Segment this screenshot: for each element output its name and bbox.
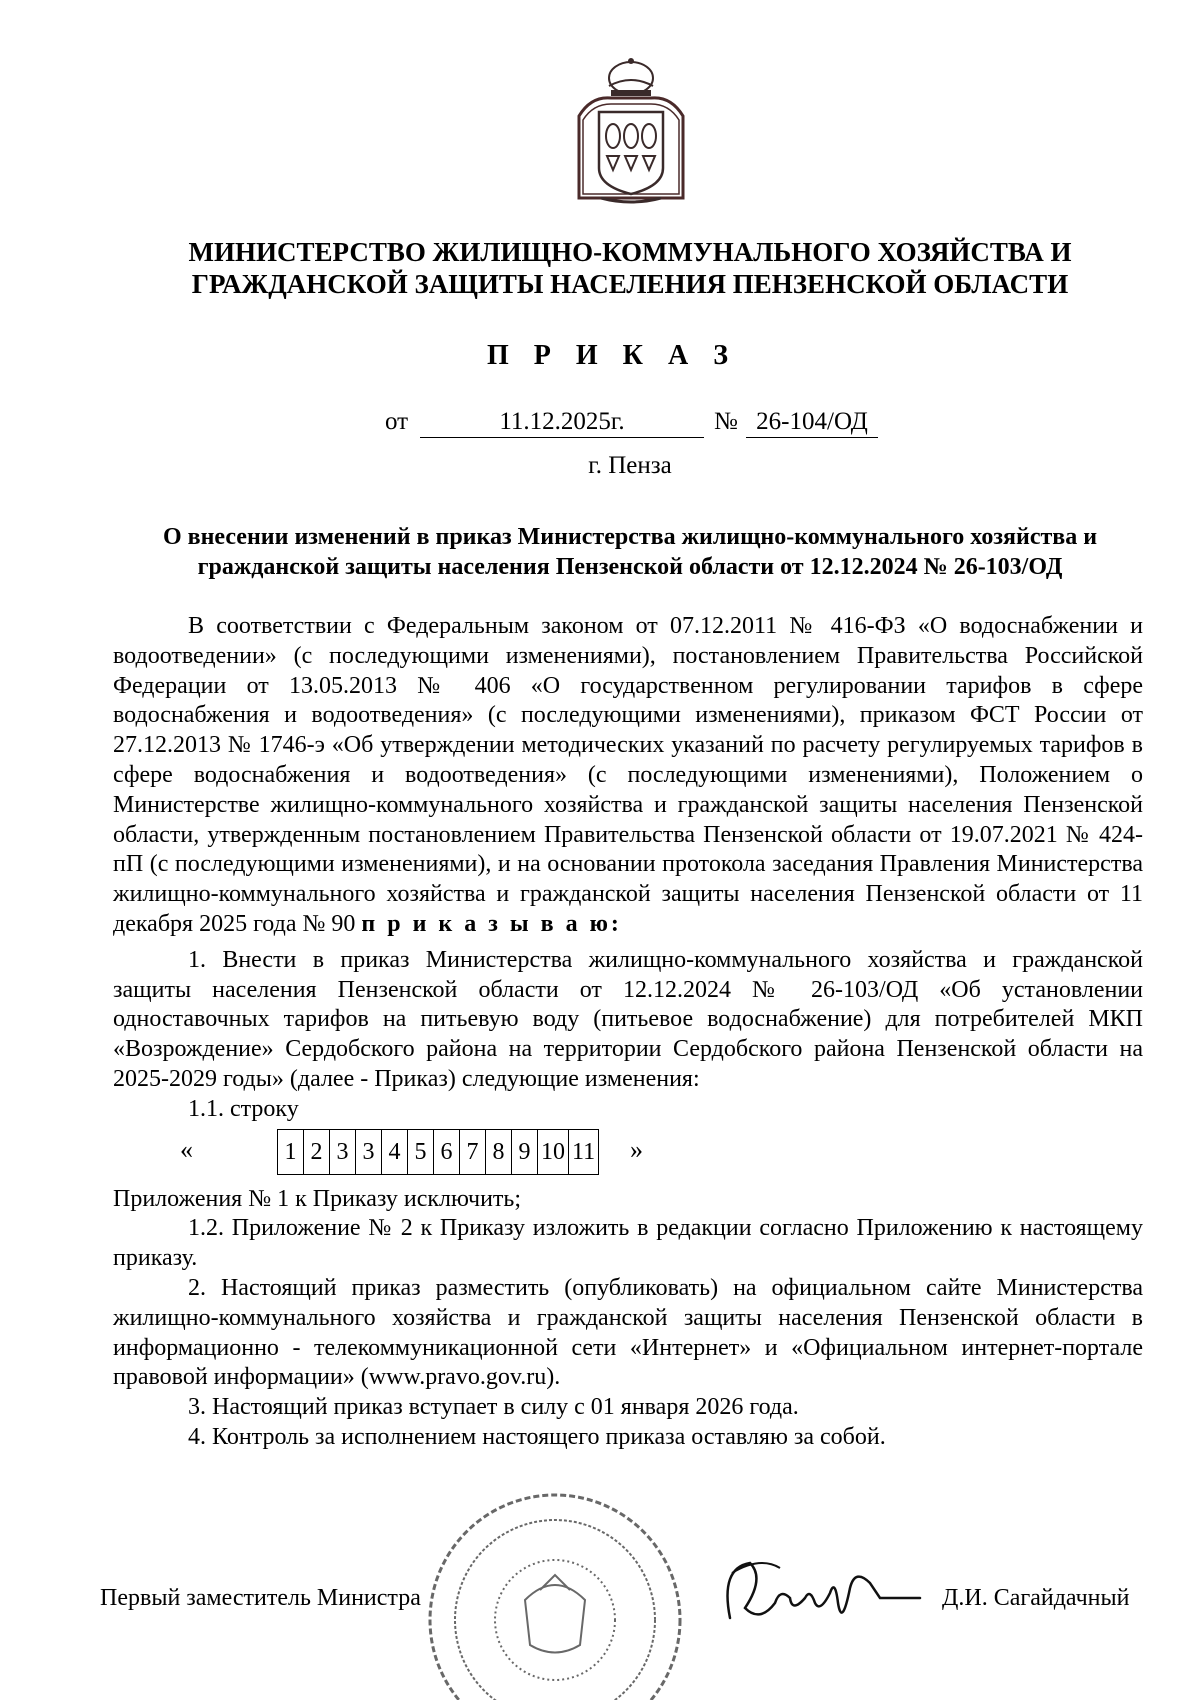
- item-1-1-tail: Приложения № 1 к Приказу исключить;: [113, 1185, 522, 1212]
- signer-position: Первый заместитель Министра: [100, 1585, 421, 1611]
- column-number-cell: 1: [278, 1130, 304, 1174]
- item-1: 1. Внести в приказ Министерства жилищно-коммунального хозяйства и гражданской защиты населения Пензенской области от 12.12.2024 № 26-103/ОД «Об установлении одноставочных тарифов на питьевую воду (питьевое водоснабжение) для потребителей МКП «Возрождение» Сердобского района на территории Сердобского района Пензенской области на 2025-2029 годы» (далее - Приказ) следующие изменения:: [113, 946, 1143, 1092]
- column-number-cell: 3: [330, 1130, 356, 1174]
- item-3: 3. Настоящий приказ вступает в силу с 01 января 2026 года.: [188, 1394, 799, 1421]
- item-2: 2. Настоящий приказ разместить (опубликовать) на официальном сайте Министерства жилищно-коммунального хозяйства и гражданской защиты населения Пензенской области в информационно - телекоммуникационной сети «Интернет» и «Официальном интернет-портале правовой информации» (www.pravo.gov.ru).: [113, 1274, 1143, 1391]
- item-1-2: 1.2. Приложение № 2 к Приказу изложить в редакции согласно Приложению к настоящему приказу.: [113, 1215, 1143, 1272]
- handwritten-signature: [720, 1548, 930, 1638]
- city: г. Пенза: [588, 452, 672, 479]
- quote-open: «: [180, 1134, 193, 1164]
- item-4: 4. Контроль за исполнением настоящего приказа оставляю за собой.: [188, 1423, 886, 1450]
- order-number: 26-104/ОД: [746, 408, 878, 438]
- date-prefix: от: [385, 408, 409, 435]
- column-number-cell: 9: [512, 1130, 538, 1174]
- order-body: [113, 612, 1143, 1453]
- table-row-strip: [113, 1129, 1143, 1179]
- column-number-cell: 7: [460, 1130, 486, 1174]
- signer-name: Д.И. Сагайдачный: [942, 1585, 1130, 1611]
- preamble-paragraph: [113, 612, 1143, 940]
- number-sign: №: [714, 408, 738, 435]
- column-number-cell: 10: [538, 1130, 569, 1174]
- ministry-name: [100, 236, 1160, 300]
- order-subject: [110, 522, 1150, 582]
- order-word: п р и к а з ы в а ю:: [361, 910, 622, 937]
- column-number-cell: 5: [408, 1130, 434, 1174]
- item-1-1: 1.1. строку: [188, 1095, 299, 1122]
- ministry-line-1: МИНИСТЕРСТВО ЖИЛИЩНО-КОММУНАЛЬНОГО ХОЗЯЙСТВА И: [188, 237, 1072, 267]
- subject-line-2: гражданской защиты населения Пензенской области от 12.12.2024 № 26-103/ОД: [197, 554, 1063, 580]
- ministry-line-2: ГРАЖДАНСКОЙ ЗАЩИТЫ НАСЕЛЕНИЯ ПЕНЗЕНСКОЙ ОБЛАСТИ: [191, 269, 1069, 299]
- order-date: 11.12.2025г.: [420, 408, 704, 438]
- column-number-row: [277, 1129, 599, 1175]
- column-number-cell: 11: [572, 1138, 596, 1165]
- column-number-cell: 2: [304, 1130, 330, 1174]
- order-title: П Р И К А З: [487, 340, 737, 371]
- column-number-cell: 3: [356, 1130, 382, 1174]
- column-number-cell: 6: [434, 1130, 460, 1174]
- preamble-text: В соответствии с Федеральным законом от 07.12.2011 № 416-ФЗ «О водоснабжении и водоотведении» (с последующими изменениями), постановлением Правительства Российской Федерации от 13.05.2013 № 406 «О государственном регулировании тарифов в сфере водоснабжения и водоотведения» (с последующими изменениями), приказом ФСТ России от 27.12.2013 № 1746-э «Об утверждении методических указаний по расчету регулируемых тарифов в сфере водоснабжения и водоотведения» (с последующими изменениями), Положением о Министерстве жилищно-коммунального хозяйства и гражданской защиты населения Пензенской области, утвержденным постановлением Правительства Пензенской области от 19.07.2021 № 424-пП (с последующими изменениями), и на основании протокола заседания Правления Министерства жилищно-коммунального хозяйства и гражданской защиты населения Пензенской области от 11 декабря 2025 года № 90: [113, 613, 1143, 937]
- column-number-cell: 4: [382, 1130, 408, 1174]
- official-seal-stamp: [405, 1470, 705, 1700]
- column-number-cell: 8: [486, 1130, 512, 1174]
- subject-line-1: О внесении изменений в приказ Министерства жилищно-коммунального хозяйства и: [162, 524, 1098, 550]
- coat-of-arms-emblem: [571, 56, 691, 206]
- quote-close: »: [630, 1134, 643, 1164]
